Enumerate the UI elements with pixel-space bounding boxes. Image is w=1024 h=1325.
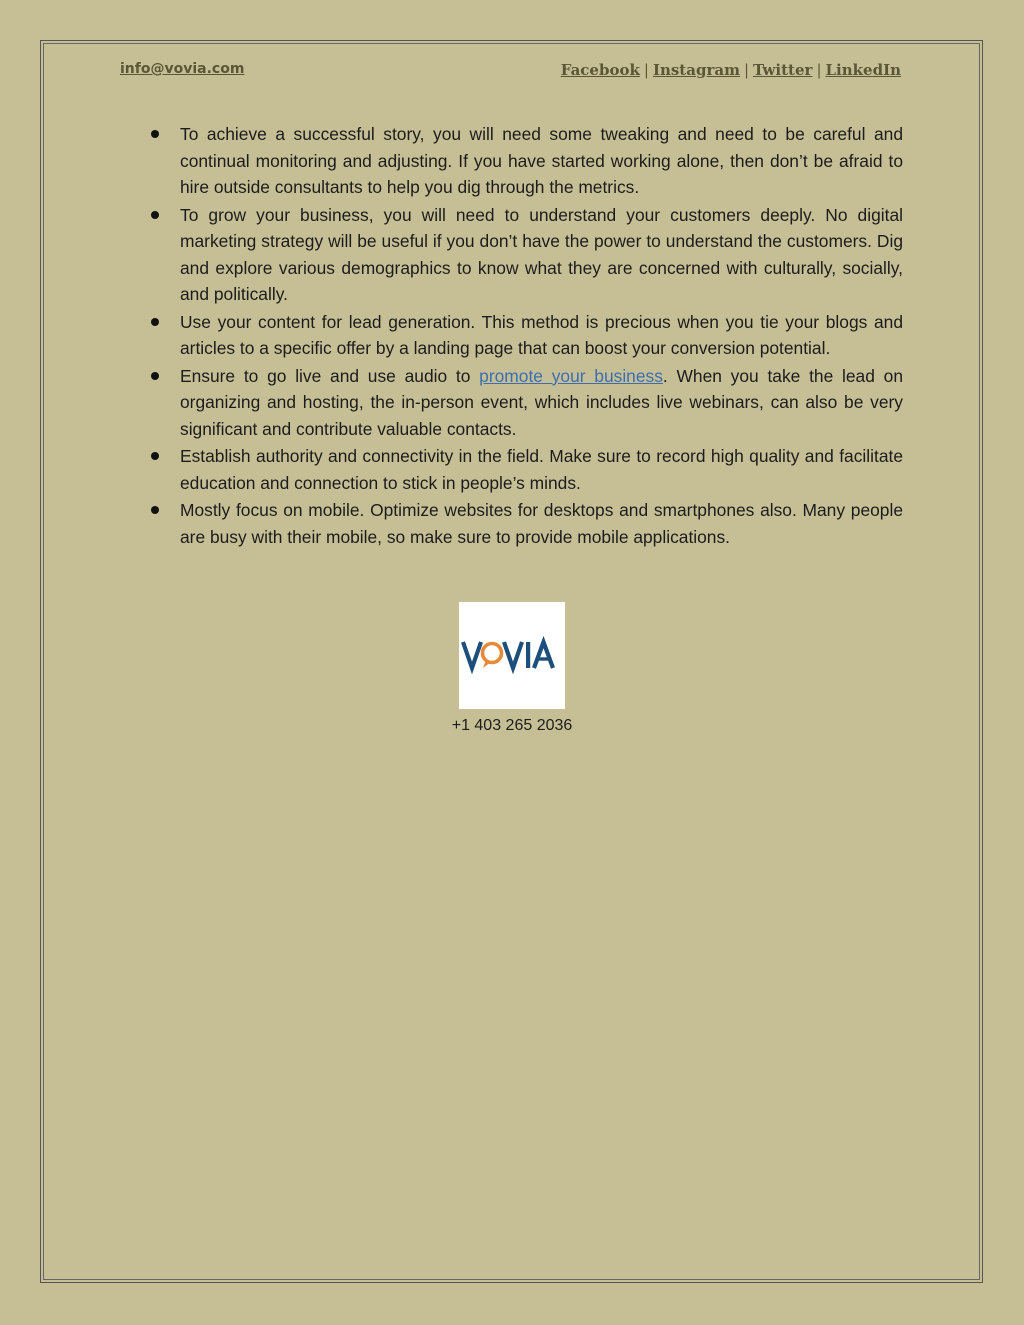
vovia-logo-icon [459, 602, 565, 709]
list-item-text-after: . When you take the lead on organizing and hosting, the in-person event, which includes live webinars, can also be very significant and contribute valuable contacts. [180, 365, 903, 439]
email-link[interactable]: info@vovia.com [120, 61, 245, 77]
page-header [120, 61, 901, 81]
phone-number: +1 403 265 2036 [451, 717, 573, 734]
list-item-text-before: Ensure to go live and use audio to [180, 365, 480, 386]
bullet-icon [151, 452, 159, 460]
bullet-icon [151, 372, 159, 380]
social-links [561, 61, 901, 79]
list-item-text: To grow your business, you will need to understand your customers deeply. No digital marketing strategy will be useful if you don’t have the power to understand the customers. Dig and explore various demographics to know what they are concerned with culturally, socially, and politically. [180, 204, 903, 304]
list-item [145, 363, 903, 443]
vovia-logo [459, 602, 565, 709]
separator: | [743, 61, 749, 79]
bullet-icon [151, 130, 159, 138]
facebook-link[interactable]: Facebook [560, 61, 640, 79]
bullet-icon [151, 506, 159, 514]
bullet-icon [151, 211, 159, 219]
linkedin-link[interactable]: LinkedIn [825, 61, 901, 79]
list-item [145, 121, 903, 201]
bullet-icon [151, 318, 159, 326]
list-item-text: To achieve a successful story, you will need some tweaking and need to be careful and continual monitoring and adjusting. If you have started working alone, then don’t be afraid to hire outside consultants to help you dig through the metrics. [180, 124, 903, 197]
instagram-link[interactable]: Instagram [652, 61, 740, 79]
twitter-link[interactable]: Twitter [753, 61, 813, 79]
list-item-text: Mostly focus on mobile. Optimize websites for desktops and smartphones also. Many people are busy with their mobile, so make sure to provide mobile applications. [180, 500, 903, 547]
list-item [145, 202, 903, 308]
list-item [145, 443, 903, 496]
list-item [145, 309, 903, 362]
separator: | [816, 61, 822, 79]
list-item-text: Use your content for lead generation. This method is precious when you tie your blogs and articles to a specific offer by a landing page that can boost your conversion potential. [180, 311, 903, 358]
promote-business-link[interactable]: promote your business [479, 365, 663, 386]
list-item-text: Establish authority and connectivity in the field. Make sure to record high quality and facilitate education and connection to stick in people’s minds. [180, 446, 903, 493]
separator: | [643, 61, 649, 79]
list-item [145, 497, 903, 550]
tips-list [145, 121, 903, 551]
